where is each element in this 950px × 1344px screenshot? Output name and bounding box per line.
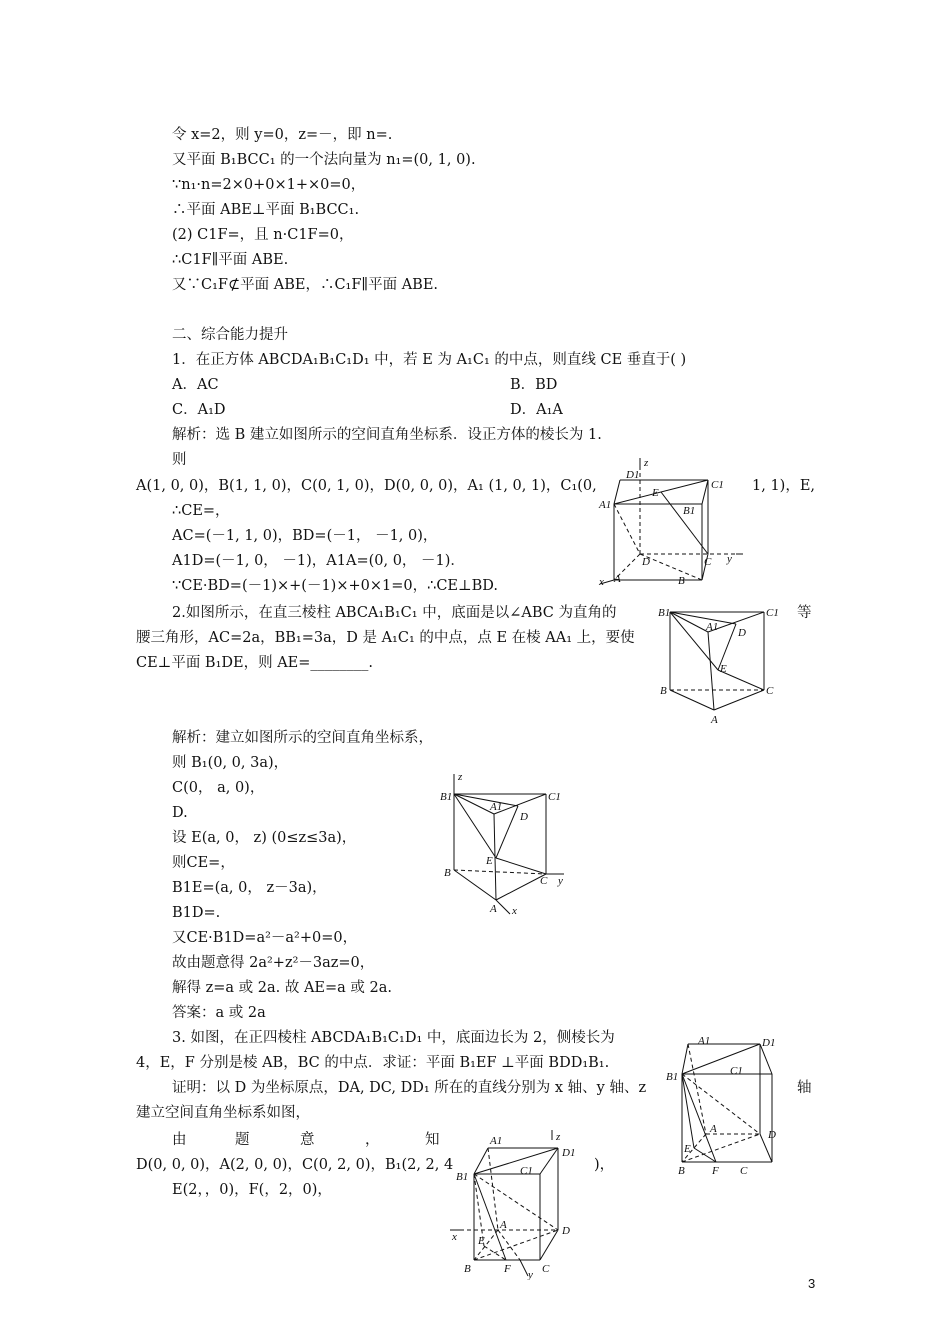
cube-figure xyxy=(596,456,744,586)
prism-figure-1 xyxy=(656,602,786,724)
label-F: F xyxy=(504,1263,511,1275)
text-line: 又∵C₁F⊄平面 ABE，∴C₁F∥平面 ABE. xyxy=(172,277,439,293)
label-B1: B1 xyxy=(440,791,453,803)
label-D1: D1 xyxy=(626,469,640,481)
label-y: y xyxy=(528,1269,533,1280)
text-line: ∴C1F∥平面 ABE. xyxy=(172,252,289,268)
label-B: B xyxy=(464,1263,471,1275)
option-d: D．A₁A xyxy=(510,402,563,418)
text-line: 证明：以 D 为坐标原点，DA, DC, DD₁ 所在的直线分别为 x 轴、y 轴、z xyxy=(172,1080,647,1096)
text-line: 又平面 B₁BCC₁ 的一个法向量为 n₁=(0, 1, 0). xyxy=(172,152,476,168)
text-line: 解析：建立如图所示的空间直角坐标系， xyxy=(172,730,433,746)
label-C: C xyxy=(740,1165,748,1177)
label-x: x xyxy=(452,1231,457,1243)
label-C: C xyxy=(540,875,548,887)
label-D1: D1 xyxy=(762,1037,776,1049)
label-D: D xyxy=(562,1225,570,1237)
label-x: x xyxy=(512,905,517,917)
label-x: x xyxy=(599,576,604,586)
label-A1: A1 xyxy=(698,1035,711,1047)
label-E: E xyxy=(478,1235,485,1247)
text-line: 4，E，F 分别是棱 AB，BC 的中点．求证：平面 B₁EF ⊥平面 BDD₁B₁. xyxy=(136,1055,610,1071)
text-line: ， xyxy=(365,1132,380,1148)
label-C1: C1 xyxy=(548,791,561,803)
text-line: 令 x=2，则 y=0，z=－，即 n=. xyxy=(172,127,393,143)
label-B1: B1 xyxy=(666,1071,679,1083)
text-line: 又CE·B1D=a²－a²+0=0， xyxy=(172,930,358,946)
label-D: D xyxy=(520,811,528,823)
text-line: 解得 z=a 或 2a. 故 AE=a 或 2a. xyxy=(172,980,393,996)
box-figure-1 xyxy=(664,1032,788,1182)
text-line: 等 xyxy=(797,605,812,621)
label-B: B xyxy=(660,685,667,697)
answer-line: 答案：a 或 2a xyxy=(172,1005,266,1021)
label-B1: B1 xyxy=(683,505,696,517)
label-D: D xyxy=(738,627,746,639)
label-B: B xyxy=(444,867,451,879)
text-line: ∵CE·BD=(－1)×+(－1)×+0×1=0，∴CE⊥BD. xyxy=(172,578,499,594)
box-figure-2 xyxy=(448,1130,586,1280)
text-line: 设 E(a, 0， z) (0≤z≤3a)， xyxy=(172,830,357,846)
label-z: z xyxy=(644,457,649,469)
option-c: C．A₁D xyxy=(172,402,226,418)
label-A1: A1 xyxy=(490,1135,503,1147)
question-2: 2.如图所示，在直三棱柱 ABCA₁B₁C₁ 中，底面是以∠ABC 为直角的 xyxy=(172,605,617,621)
label-C: C xyxy=(704,556,712,568)
label-D: D xyxy=(642,556,650,568)
label-E: E xyxy=(652,487,659,499)
label-z: z xyxy=(458,771,463,783)
prism-figure-2 xyxy=(438,770,578,918)
text-line: 意 xyxy=(300,1132,315,1148)
text-line: 轴 xyxy=(797,1080,812,1096)
text-line: 腰三角形，AC=2a，BB₁=3a，D 是 A₁C₁ 的中点，点 E 在棱 AA₁ 上，要使 xyxy=(136,630,635,646)
label-B: B xyxy=(678,575,685,586)
label-B: B xyxy=(678,1165,685,1177)
question-1: 1．在正方体 ABCDA₁B₁C₁D₁ 中，若 E 为 A₁C₁ 的中点，则直线 CE 垂直于( ) xyxy=(172,352,687,368)
label-A: A xyxy=(614,573,621,585)
text-line: )， xyxy=(594,1157,615,1173)
option-a: A．AC xyxy=(172,377,219,393)
label-E: E xyxy=(684,1143,691,1155)
text-line: 则 B₁(0, 0, 3a)， xyxy=(172,755,289,771)
text-line: 则 xyxy=(172,452,187,468)
text-line: ∴平面 ABE⊥平面 B₁BCC₁. xyxy=(172,202,360,218)
label-B1: B1 xyxy=(456,1171,469,1183)
text-line: 建立空间直角坐标系如图， xyxy=(136,1105,310,1121)
label-A: A xyxy=(490,903,497,915)
label-D1: D1 xyxy=(562,1147,576,1159)
section-heading: 二、综合能力提升 xyxy=(172,327,288,343)
label-A1: A1 xyxy=(599,499,612,511)
label-y: y xyxy=(558,875,563,887)
label-C: C xyxy=(766,685,774,697)
label-y: y xyxy=(727,553,732,565)
text-line: 由 xyxy=(172,1132,187,1148)
text-line: C(0， a, 0)， xyxy=(172,780,265,796)
text-line: D(0, 0, 0)，A(2, 0, 0)，C(0, 2, 0)，B₁(2, 2, 4 xyxy=(136,1157,454,1173)
label-C: C xyxy=(542,1263,550,1275)
text-line: A1D=(－1, 0， －1)，A1A=(0, 0， －1)． xyxy=(172,553,465,569)
label-C1: C1 xyxy=(711,479,724,491)
text-line: CE⊥平面 B₁DE，则 AE=________. xyxy=(136,655,374,671)
text-line: B1D=. xyxy=(172,905,221,921)
page-number: 3 xyxy=(808,1276,816,1291)
label-A1: A1 xyxy=(490,801,503,813)
label-A: A xyxy=(711,714,718,724)
text-line: 题 xyxy=(235,1132,250,1148)
text-line: 1, 1)，E, xyxy=(752,478,816,494)
label-A: A xyxy=(710,1123,717,1135)
label-z: z xyxy=(556,1131,561,1143)
text-line: 解析：选 B 建立如图所示的空间直角坐标系．设正方体的棱长为 1. xyxy=(172,427,602,443)
text-line: ∴CE=， xyxy=(172,503,230,519)
label-E: E xyxy=(720,663,727,675)
label-F: F xyxy=(712,1165,719,1177)
text-line: D. xyxy=(172,805,188,821)
label-C1: C1 xyxy=(730,1065,743,1077)
label-D: D xyxy=(768,1129,776,1141)
label-E: E xyxy=(486,855,493,867)
text-line: B1E=(a, 0， z－3a)， xyxy=(172,880,327,896)
text-line: E(2，，0)，F(，2，0)， xyxy=(172,1182,332,1198)
question-3: 3. 如图，在正四棱柱 ABCDA₁B₁C₁D₁ 中，底面边长为 2，侧棱长为 xyxy=(172,1030,615,1046)
text-line: A(1, 0, 0)，B(1, 1, 0)，C(0, 1, 0)，D(0, 0, 0)，A₁ (1, 0, 1)，C₁(0, xyxy=(136,478,597,494)
label-C1: C1 xyxy=(766,607,779,619)
text-line: 知 xyxy=(425,1132,440,1148)
text-line: ∵n₁·n=2×0+0×1+×0=0， xyxy=(172,177,366,193)
label-B1: B1 xyxy=(658,607,671,619)
text-line: 则CE=， xyxy=(172,855,235,871)
option-b: B．BD xyxy=(510,377,558,393)
label-C1: C1 xyxy=(520,1165,533,1177)
label-A1: A1 xyxy=(706,621,719,633)
text-line: AC=(－1, 1, 0)，BD=(－1， －1, 0)， xyxy=(172,528,438,544)
text-line: 故由题意得 2a²+z²－3az=0， xyxy=(172,955,375,971)
label-A: A xyxy=(500,1219,507,1231)
text-line: (2) C1F=，且 n·C1F=0， xyxy=(172,227,354,243)
